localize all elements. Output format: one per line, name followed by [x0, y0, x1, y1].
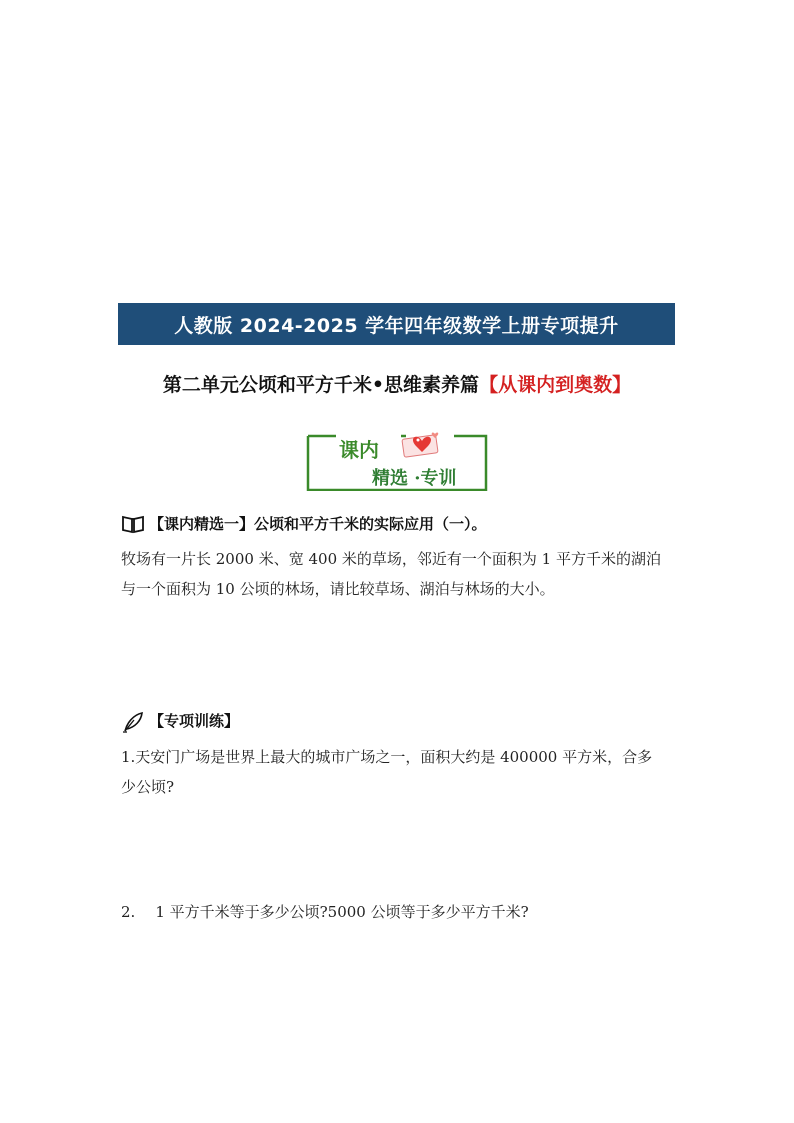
question-number: 2. — [121, 903, 136, 921]
question-line: 1.天安门广场是世界上最大的城市广场之一，面积大约是 400000 平方米，合多 — [121, 748, 653, 766]
subtitle — [0, 370, 794, 397]
quill-pen-icon — [121, 711, 145, 731]
course-badge — [306, 428, 489, 491]
section1-heading-text: 【课内精选一】公顷和平方千米的实际应用（一）。 — [149, 515, 487, 533]
section1-problem — [121, 544, 681, 604]
subtitle-tag: 【从课内到奥数】 — [479, 374, 632, 396]
badge-line1: 课内 — [339, 438, 379, 462]
badge-line2: 精选 ·专训 — [372, 468, 457, 489]
subtitle-main: 第二单元公顷和平方千米•思维素养篇 — [162, 374, 480, 396]
question-2 — [121, 897, 681, 927]
question-line: 少公顷? — [121, 778, 175, 796]
section1-heading — [121, 513, 487, 534]
section2-heading — [121, 710, 239, 731]
problem-line: 牧场有一片长 2000 米、宽 400 米的草场，邻近有一个面积为 1 平方千米的湖泊 — [121, 550, 661, 568]
open-book-icon — [121, 514, 145, 534]
heart-envelope-icon — [402, 433, 438, 458]
problem-line: 与一个面积为 10 公顷的林场，请比较草场、湖泊与林场的大小。 — [121, 580, 555, 598]
question-1 — [121, 742, 686, 802]
question-text: 1 平方千米等于多少公顷?5000 公顷等于多少平方千米? — [155, 903, 529, 921]
section2-heading-text: 【专项训练】 — [149, 712, 240, 730]
title-banner — [118, 303, 675, 345]
banner-title: 人教版 2024-2025 学年四年级数学上册专项提升 — [174, 314, 619, 337]
